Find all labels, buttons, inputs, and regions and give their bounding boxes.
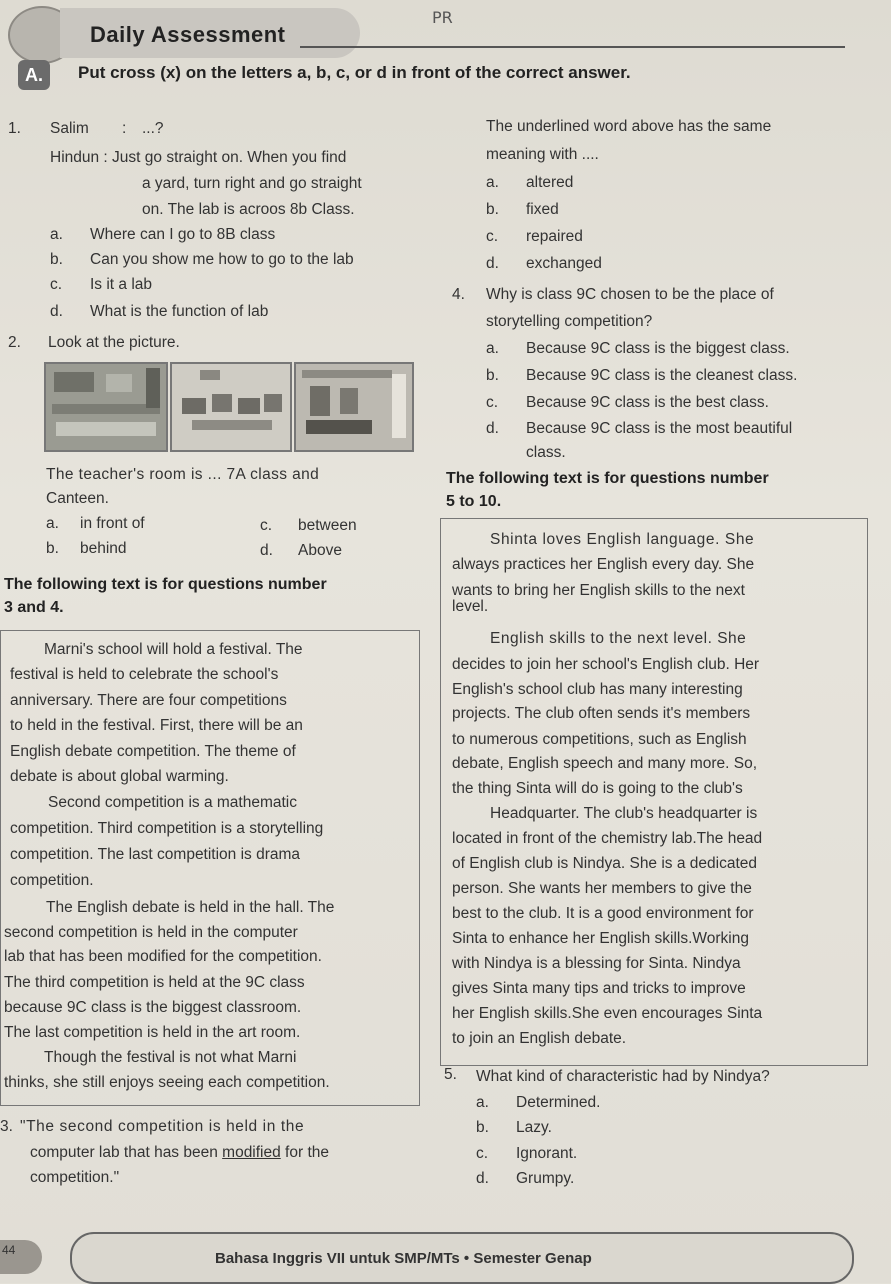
q2-stem-line2: Canteen. [46, 490, 109, 507]
q3-quote-line3: competition." [30, 1169, 120, 1186]
q1-option-c: Is it a lab [90, 276, 153, 293]
q3-option-b-letter[interactable]: b. [486, 201, 499, 218]
q2-number: 2. [8, 334, 21, 351]
q1-option-a: Where can I go to 8B class [90, 226, 276, 243]
passage2-line: level. [452, 598, 489, 615]
q3-quote-line1: "The second competition is held in the [20, 1118, 305, 1135]
q1-option-d-letter[interactable]: d. [50, 303, 63, 320]
passage2-line: English's school club has many interesting [452, 681, 743, 698]
underlined-word: modified [222, 1144, 281, 1161]
q2-option-a-letter[interactable]: a. [46, 515, 59, 532]
q5-option-c-letter[interactable]: c. [476, 1145, 489, 1162]
q4-question-line1: Why is class 9C chosen to be the place of [486, 286, 774, 303]
picture-empty-classroom [170, 362, 292, 452]
q2-option-c: between [298, 517, 357, 534]
q5-option-a: Determined. [516, 1094, 601, 1111]
passage2-line: Shinta loves English language. She [490, 531, 755, 548]
passage1-line: The last competition is held in the art room. [4, 1024, 301, 1041]
q2-option-c-letter[interactable]: c. [260, 517, 273, 534]
q5-option-d: Grumpy. [516, 1170, 575, 1187]
passage2-line: gives Sinta many tips and tricks to improve [452, 980, 746, 997]
q3-option-c: repaired [526, 228, 583, 245]
passage2-line: located in front of the chemistry lab.The head [452, 830, 763, 847]
passage1-line: debate is about global warming. [10, 768, 229, 785]
handwritten-note: PR [432, 8, 453, 27]
q1-speaker1: Salim [50, 120, 89, 137]
passage1-line: competition. The last competition is drama [10, 846, 301, 863]
section-instruction: Put cross (x) on the letters a, b, c, or d in front of the correct answer. [78, 63, 631, 82]
q3-quote-line2-pre: computer lab that has been [30, 1144, 223, 1161]
q3-option-d: exchanged [526, 255, 602, 272]
q4-question-line2: storytelling competition? [486, 313, 653, 330]
passage2-line: with Nindya is a blessing for Sinta. Nindya [452, 955, 741, 972]
q1-option-a-letter[interactable]: a. [50, 226, 63, 243]
q1-line1-text: ...? [142, 120, 164, 137]
q2-option-b: behind [80, 540, 127, 557]
passage1-line: The third competition is held at the 9C class [4, 974, 305, 991]
passage1-line: because 9C class is the biggest classroom. [4, 999, 302, 1016]
page-title: Daily Assessment [90, 22, 286, 47]
q2-option-d-letter[interactable]: d. [260, 542, 273, 559]
q1-option-b: Can you show me how to go to the lab [90, 251, 354, 268]
intro-q3-4-line2: 3 and 4. [4, 599, 64, 616]
passage1-line: Marni's school will hold a festival. The [44, 641, 303, 658]
q2-option-b-letter[interactable]: b. [46, 540, 59, 557]
q4-option-a-letter[interactable]: a. [486, 340, 499, 357]
q4-option-c-letter[interactable]: c. [486, 394, 499, 411]
footer-book-title: Bahasa Inggris VII untuk SMP/MTs • Semester Genap [215, 1250, 592, 1267]
passage2-line: to join an English debate. [452, 1030, 627, 1047]
page-number: 44 [0, 1240, 42, 1274]
passage1-line: second competition is held in the computer [4, 924, 298, 941]
passage1-line: lab that has been modified for the competition. [4, 948, 322, 965]
passage2-line: Headquarter. The club's headquarter is [490, 805, 758, 822]
q1-option-c-letter[interactable]: c. [50, 276, 63, 293]
passage2-line: her English skills.She even encourages Sinta [452, 1005, 763, 1022]
q1-number: 1. [8, 120, 21, 137]
q4-option-b-letter[interactable]: b. [486, 367, 499, 384]
q5-number: 5. [444, 1066, 457, 1083]
q3-option-c-letter[interactable]: c. [486, 228, 499, 245]
q1-colon: : [122, 120, 127, 137]
passage1-line: Though the festival is not what Marni [44, 1049, 297, 1066]
q5-question: What kind of characteristic had by Nindya? [476, 1068, 770, 1085]
q4-option-d-cont: class. [526, 444, 566, 461]
q3-option-b: fixed [526, 201, 559, 218]
q1-line3: a yard, turn right and go straight [142, 175, 362, 192]
q3-question-line2: meaning with .... [486, 146, 599, 163]
q3-option-a-letter[interactable]: a. [486, 174, 499, 191]
q4-option-b: Because 9C class is the cleanest class. [526, 367, 798, 384]
q3-option-d-letter[interactable]: d. [486, 255, 499, 272]
classroom-illustration [172, 364, 290, 450]
passage2-line: wants to bring her English skills to the next [452, 582, 745, 599]
passage1-line: competition. Third competition is a storytelling [10, 820, 324, 837]
q2-stem-line1: The teacher's room is ... 7A class and [46, 466, 320, 483]
passage2-line: to numerous competitions, such as English [452, 731, 747, 748]
q3-option-a: altered [526, 174, 574, 191]
q3-question-line1: The underlined word above has the same [486, 118, 772, 135]
header-rule [300, 46, 845, 48]
passage2-line: Sinta to enhance her English skills.Working [452, 930, 749, 947]
q4-option-a: Because 9C class is the biggest class. [526, 340, 790, 357]
passage1-line: to held in the festival. First, there will be an [10, 717, 303, 734]
passage1-line: anniversary. There are four competitions [10, 692, 287, 709]
intro-q5-10-line2: 5 to 10. [446, 493, 502, 510]
passage2-line: of English club is Nindya. She is a dedicated [452, 855, 758, 872]
q4-option-c: Because 9C class is the best class. [526, 394, 769, 411]
q2-option-a: in front of [80, 515, 145, 532]
intro-q3-4-line1: The following text is for questions number [4, 576, 327, 593]
canteen-illustration [296, 364, 412, 450]
passage2-line: the thing Sinta will do is going to the club's [452, 780, 743, 797]
q1-option-b-letter[interactable]: b. [50, 251, 63, 268]
q5-option-a-letter[interactable]: a. [476, 1094, 489, 1111]
passage2-line: best to the club. It is a good environment for [452, 905, 754, 922]
picture-teachers-room [44, 362, 168, 452]
picture-canteen [294, 362, 414, 452]
passage1-line: competition. [10, 872, 94, 889]
q1-line4: on. The lab is acroos 8b Class. [142, 201, 355, 218]
q3-number: 3. [0, 1118, 13, 1135]
passage2-line: English skills to the next level. She [490, 630, 747, 647]
q2-prompt: Look at the picture. [48, 334, 180, 351]
q5-option-d-letter[interactable]: d. [476, 1170, 489, 1187]
passage1-line: Second competition is a mathematic [48, 794, 297, 811]
passage2-line: decides to join her school's English club. Her [452, 656, 760, 673]
q1-option-d: What is the function of lab [90, 303, 269, 320]
passage2-line: projects. The club often sends it's members [452, 705, 751, 722]
q3-quote-line2-post: for the [280, 1144, 329, 1161]
passage1-line: The English debate is held in the hall. The [46, 899, 335, 916]
q5-option-b: Lazy. [516, 1119, 552, 1136]
q3-quote-line2 [30, 1144, 329, 1162]
intro-q5-10-line1: The following text is for questions number [446, 470, 769, 487]
q1-line2: Hindun : Just go straight on. When you find [50, 149, 347, 166]
q4-number: 4. [452, 286, 465, 303]
passage2-line: person. She wants her members to give the [452, 880, 752, 897]
q2-option-d: Above [298, 542, 342, 559]
q4-option-d-letter[interactable]: d. [486, 420, 499, 437]
passage2-line: always practices her English every day. She [452, 556, 755, 573]
passage1-line: thinks, she still enjoys seeing each competition. [4, 1074, 330, 1091]
passage1-line: festival is held to celebrate the school's [10, 666, 279, 683]
teachers-room-illustration [46, 364, 166, 450]
passage1-line: English debate competition. The theme of [10, 743, 296, 760]
section-badge: A. [18, 60, 50, 90]
q5-option-b-letter[interactable]: b. [476, 1119, 489, 1136]
q4-option-d: Because 9C class is the most beautiful [526, 420, 793, 437]
passage2-line: debate, English speech and many more. So, [452, 755, 758, 772]
q5-option-c: Ignorant. [516, 1145, 578, 1162]
